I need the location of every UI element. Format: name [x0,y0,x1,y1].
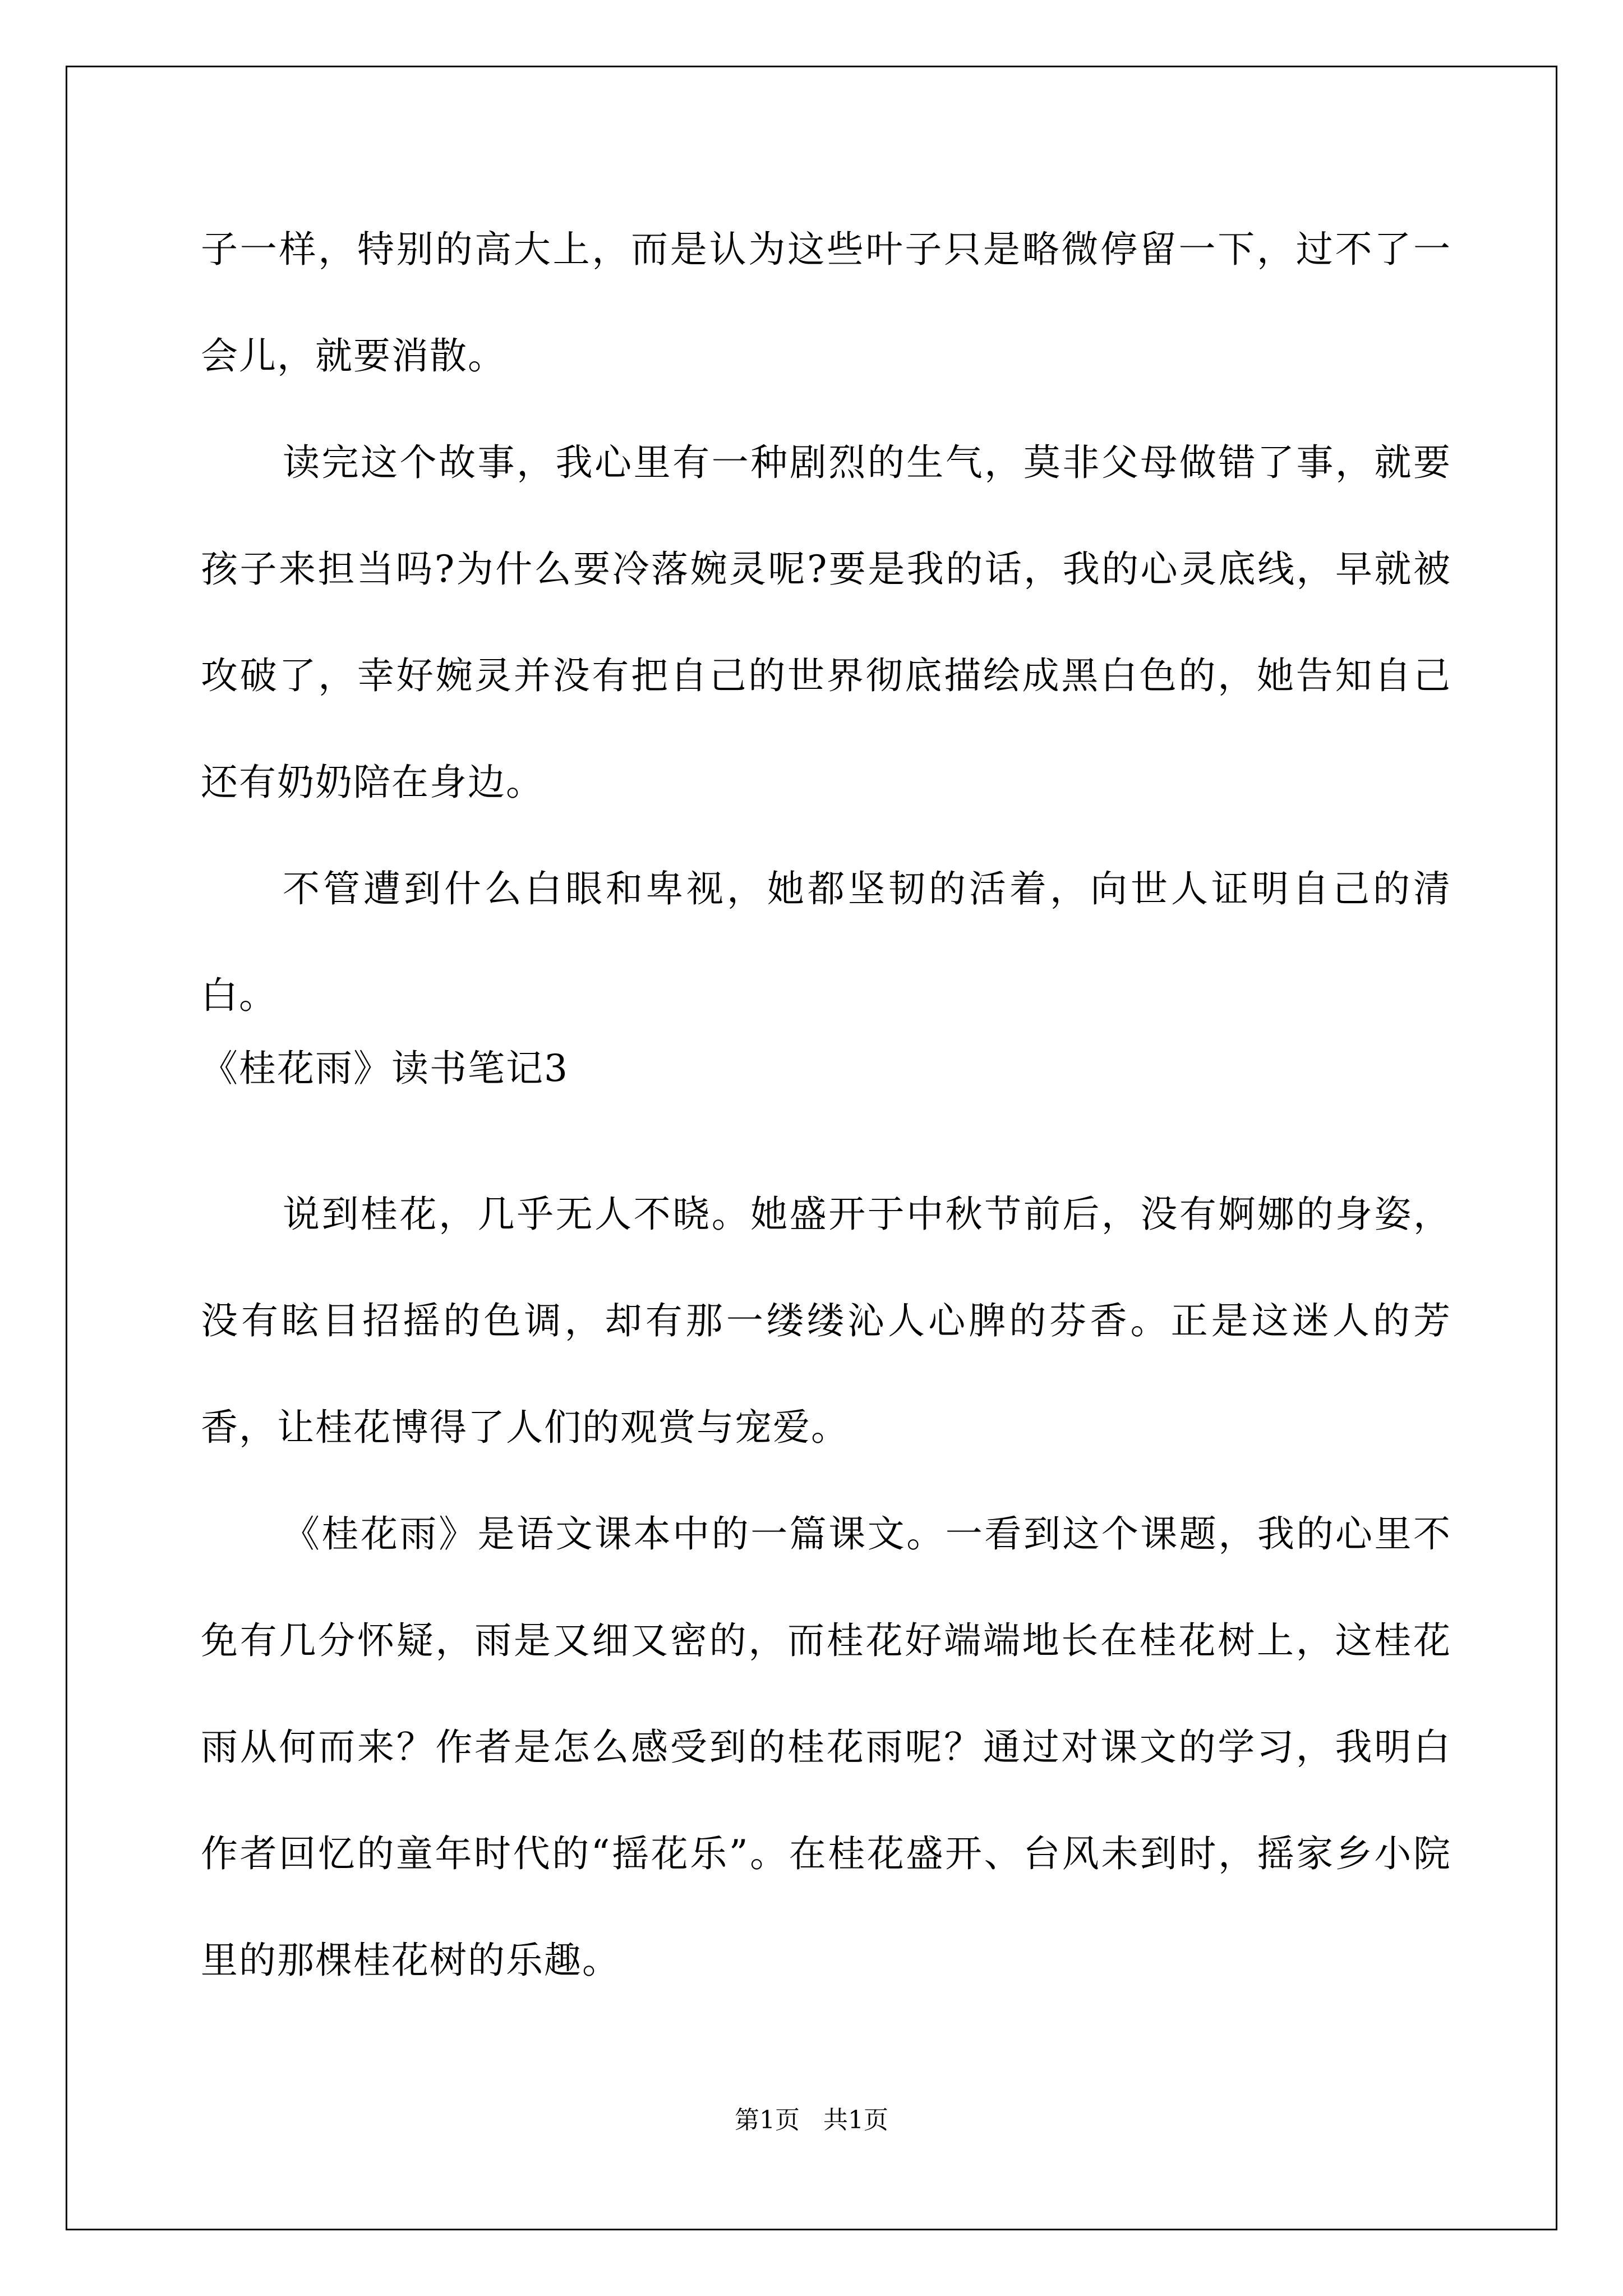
paragraph-3: 不管遭到什么白眼和卑视，她都坚韧的活着，向世人证明自己的清白。 [201,867,1451,1017]
paragraph-4: 说到桂花，几乎无人不晓。她盛开于中秋节前后，没有婀娜的身姿，没有眩目招摇的色调，却有那一缕缕沁人心脾的芬香。正是这迷人的芳香，让桂花博得了人们的观赏与宠爱。 [201,1193,1451,1449]
paragraph-5: 《桂花雨》是语文课本中的一篇课文。一看到这个课题，我的心里不免有几分怀疑，雨是又细又密的，而桂花好端端地长在桂花树上，这桂花雨从何而来？作者是怎么感受到的桂花雨呢？通过对课文的学习，我明白作者回忆的童年时代的“摇花乐”。在桂花盛开、台风未到时，摇家乡小院里的那棵桂花树的乐趣。 [201,1512,1451,1982]
page-footer: 第1页 共1页 [735,2106,888,2134]
paragraph-2: 读完这个故事，我心里有一种剧烈的生气，莫非父母做错了事，就要孩子来担当吗?为什么要冷落婉灵呢?要是我的话，我的心灵底线，早就被攻破了，幸好婉灵并没有把自己的世界彻底描绘成黑白色的，她告知自己还有奶奶陪在身边。 [201,441,1451,804]
paragraph-1: 子一样，特别的高大上，而是认为这些叶子只是略微停留一下，过不了一会儿，就要消散。 [201,228,1451,378]
section-heading: 《桂花雨》读书笔记3 [201,1047,569,1090]
